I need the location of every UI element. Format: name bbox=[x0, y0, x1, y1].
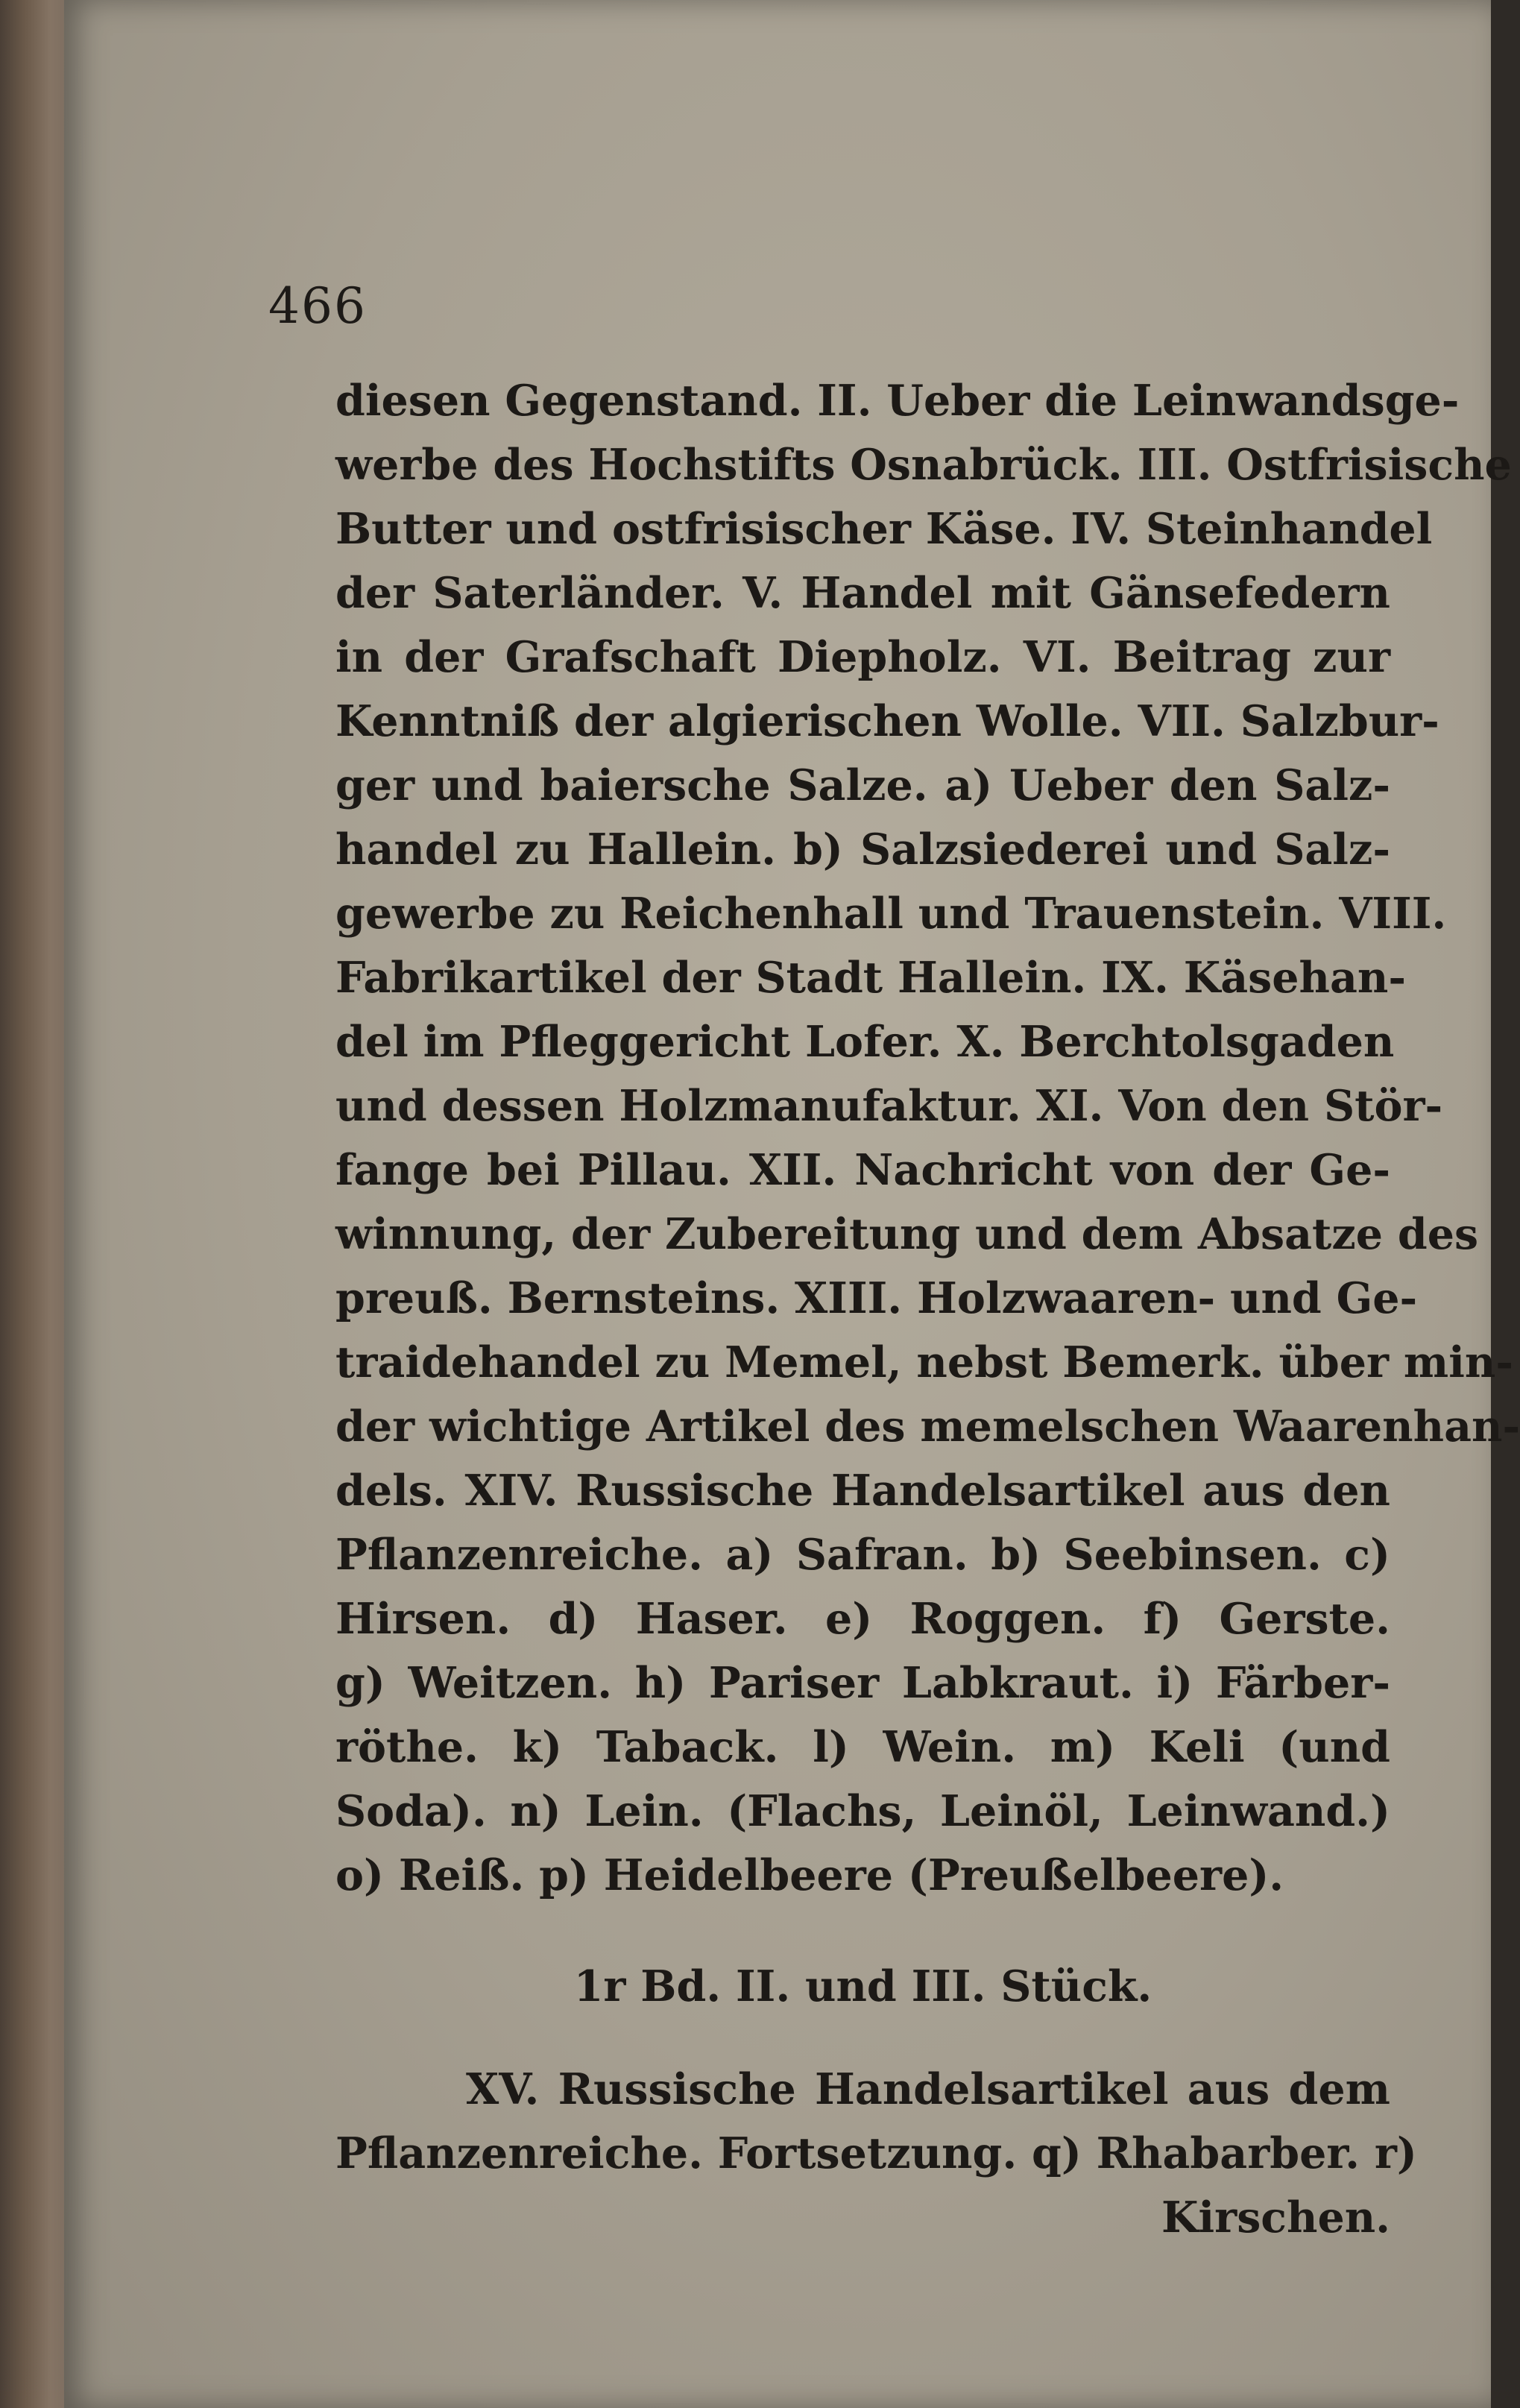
paragraph-continuation bbox=[335, 2058, 1417, 2250]
text-line: Kenntniß der algierischen Wolle. VII. Salzbur- bbox=[335, 696, 1439, 746]
text-line: Soda). n) Lein. (Flachs, Leinöl, Leinwand.) bbox=[335, 1786, 1390, 1836]
text-line: Pflanzenreiche. a) Safran. b) Seebinsen. c) bbox=[335, 1530, 1390, 1580]
text-line: o) Reiß. p) Heidelbeere (Preußelbeere). bbox=[335, 1850, 1284, 1900]
text-line: Pflanzenreiche. Fortsetzung. q) Rhabarber. r) bbox=[335, 2128, 1417, 2178]
text-line: der Saterländer. V. Handel mit Gänsefedern bbox=[335, 568, 1390, 618]
paragraph-index-list bbox=[335, 369, 1520, 1908]
text-line: Fabrikartikel der Stadt Hallein. IX. Käsehan- bbox=[335, 953, 1406, 1003]
text-line: in der Grafschaft Diepholz. VI. Beitrag zur bbox=[335, 632, 1390, 682]
book-spine bbox=[0, 0, 72, 2408]
text-line: werbe des Hochstifts Osnabrück. III. Ostfrisische bbox=[335, 440, 1512, 490]
text-line: dels. XIV. Russische Handelsartikel aus den bbox=[335, 1466, 1390, 1516]
page-number: 466 bbox=[268, 277, 367, 335]
text-line: fange bei Pillau. XII. Nachricht von der Ge- bbox=[335, 1145, 1390, 1195]
text-line: traidehandel zu Memel, nebst Bemerk. über min- bbox=[335, 1337, 1513, 1387]
text-line: handel zu Hallein. b) Salzsiederei und Salz- bbox=[335, 825, 1390, 874]
text-line: g) Weitzen. h) Pariser Labkraut. i) Färber- bbox=[335, 1658, 1390, 1708]
text-line: preuß. Bernsteins. XIII. Holzwaaren- und Ge- bbox=[335, 1273, 1418, 1323]
text-line: Hirsen. d) Haser. e) Roggen. f) Gerste. bbox=[335, 1594, 1390, 1644]
text-line: Kirschen. bbox=[1161, 2193, 1390, 2242]
text-line: Butter und ostfrisischer Käse. IV. Steinhandel bbox=[335, 504, 1433, 554]
text-line: der wichtige Artikel des memelschen Waarenhan- bbox=[335, 1402, 1520, 1452]
text-line: del im Pfleggericht Lofer. X. Berchtolsgaden bbox=[335, 1017, 1395, 1067]
text-line: röthe. k) Taback. l) Wein. m) Keli (und bbox=[335, 1722, 1390, 1772]
text-line: ger und baiersche Salze. a) Ueber den Salz- bbox=[335, 760, 1390, 810]
text-line: winnung, der Zubereitung und dem Absatze des bbox=[335, 1209, 1479, 1259]
text-line: und dessen Holzmanufaktur. XI. Von den Stör- bbox=[335, 1081, 1443, 1131]
text-line: XV. Russische Handelsartikel aus dem bbox=[466, 2064, 1390, 2114]
section-heading: 1r Bd. II. und III. Stück. bbox=[573, 1961, 1152, 2011]
text-line: gewerbe zu Reichenhall und Trauenstein. VIII. bbox=[335, 889, 1447, 939]
text-line: diesen Gegenstand. II. Ueber die Leinwandsge- bbox=[335, 376, 1460, 426]
